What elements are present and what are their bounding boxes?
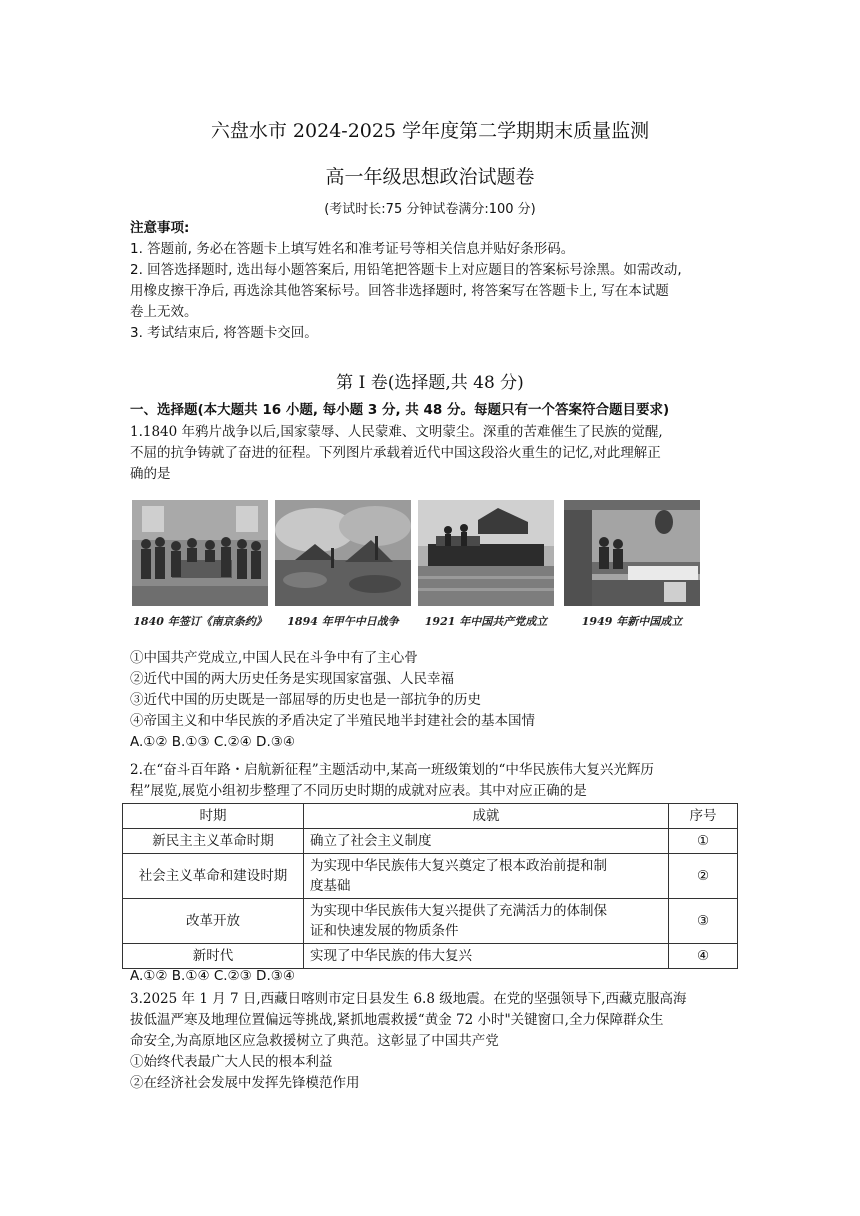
achievement-cell xyxy=(304,899,669,944)
q3-line: 3.2025 年 1 月 7 日,西藏日喀则市定日县发生 6.8 级地震。在党的坚强领导下,西藏克服高海 xyxy=(130,991,687,1007)
q3-line: 拔低温严寒及地理位置偏远等挑战,紧抓地震救援“黄金 72 小时"关键窗口,全力保障群众生 xyxy=(130,1012,664,1028)
notice-block xyxy=(130,218,740,344)
question-3-stem xyxy=(130,989,740,1094)
achievement-text: 为实现中华民族伟大复兴提供了充满活力的体制保 xyxy=(310,903,607,919)
photo-caption: 1840 年签订《南京条约》 xyxy=(133,615,267,628)
q2-achievement-table xyxy=(122,803,738,969)
achievement-text: 确立了社会主义制度 xyxy=(310,833,432,849)
q1-option: ①中国共产党成立,中国人民在斗争中有了主心骨 xyxy=(130,650,418,666)
q1-option: ③近代中国的历史既是一部屈辱的历史也是一部抗争的历史 xyxy=(130,692,481,708)
section-title: 第 Ⅰ 卷(选择题,共 48 分) xyxy=(336,373,524,393)
table-header: 序号 xyxy=(669,804,738,829)
q1-option: ②近代中国的两大历史任务是实现国家富强、人民幸福 xyxy=(130,671,454,687)
photo-sino-japanese-war xyxy=(275,500,411,606)
section-instruction: 一、选择题(本大题共 16 小题, 每小题 3 分, 共 48 分。每题只有一个答案符合题目要求) xyxy=(130,402,670,418)
table-header: 成就 xyxy=(304,804,669,829)
period-cell: 社会主义革命和建设时期 xyxy=(123,854,304,899)
period-cell: 改革开放 xyxy=(123,899,304,944)
q2-line: 程”展览,展览小组初步整理了不同历史时期的成就对应表。其中对应正确的是 xyxy=(130,783,587,799)
table-row xyxy=(123,854,738,899)
number-cell: ④ xyxy=(669,944,738,969)
achievement-text: 度基础 xyxy=(310,878,351,894)
notice-line: 1. 答题前, 务必在答题卡上填写姓名和准考证号等相关信息并贴好条形码。 xyxy=(130,241,575,257)
table-header: 时期 xyxy=(123,804,304,829)
notice-line: 卷上无效。 xyxy=(130,304,198,320)
photo-treaty-signing xyxy=(132,500,268,606)
exam-subtitle: 高一年级思想政治试题卷 xyxy=(325,166,535,188)
photo-caption: 1949 年新中国成立 xyxy=(581,615,683,628)
table-row xyxy=(123,829,738,854)
table-row xyxy=(123,944,738,969)
question-2-stem xyxy=(130,760,740,802)
q2-line: 2.在“奋斗百年路・启航新征程”主题活动中,某高一班级策划的“中华民族伟大复兴光辉历 xyxy=(130,762,654,778)
exam-info: (考试时长:75 分钟试卷满分:100 分) xyxy=(324,202,536,217)
photo-red-boat xyxy=(418,500,554,606)
achievement-text: 实现了中华民族的伟大复兴 xyxy=(310,948,472,964)
achievement-text: 为实现中华民族伟大复兴奠定了根本政治前提和制 xyxy=(310,858,607,874)
number-cell: ② xyxy=(669,854,738,899)
number-cell: ① xyxy=(669,829,738,854)
achievement-cell xyxy=(304,829,669,854)
period-cell: 新民主主义革命时期 xyxy=(123,829,304,854)
notice-line: 用橡皮擦干净后, 再选涂其他答案标号。回答非选择题时, 将答案写在答题卡上, 写在本试题 xyxy=(130,283,669,299)
exam-title: 六盘水市 2024-2025 学年度第二学期期末质量监测 xyxy=(210,120,650,142)
question-1-stem xyxy=(130,422,740,485)
q1-line: 1.1840 年鸦片战争以后,国家蒙辱、人民蒙难、文明蒙尘。深重的苦难催生了民族的觉醒, xyxy=(130,424,663,440)
q3-line: 命安全,为高原地区应急救援树立了典范。这彰显了中国共产党 xyxy=(130,1033,499,1049)
q1-option: ④帝国主义和中华民族的矛盾决定了半殖民地半封建社会的基本国情 xyxy=(130,713,535,729)
notice-line: 2. 回答选择题时, 选出每小题答案后, 用铅笔把答题卡上对应题目的答案标号涂黑。如需改动, xyxy=(130,262,682,278)
notice-heading: 注意事项: xyxy=(130,220,190,236)
q1-line: 确的是 xyxy=(130,466,171,482)
question-1-options xyxy=(130,648,740,753)
table-row xyxy=(123,899,738,944)
q3-option: ①始终代表最广大人民的根本利益 xyxy=(130,1054,333,1070)
photo-caption: 1894 年甲午中日战争 xyxy=(287,615,399,628)
achievement-text: 证和快速发展的物质条件 xyxy=(310,923,459,939)
notice-line: 3. 考试结束后, 将答题卡交回。 xyxy=(130,325,318,341)
q1-answer-choices: A.①② B.①③ C.②④ D.③④ xyxy=(130,734,295,750)
photo-caption: 1921 年中国共产党成立 xyxy=(424,615,548,628)
achievement-cell xyxy=(304,854,669,899)
q1-photo-strip xyxy=(132,500,700,640)
table-header-row xyxy=(123,804,738,829)
q1-line: 不屈的抗争铸就了奋进的征程。下列图片承载着近代中国这段浴火重生的记忆,对此理解正 xyxy=(130,445,661,461)
number-cell: ③ xyxy=(669,899,738,944)
period-cell: 新时代 xyxy=(123,944,304,969)
achievement-cell xyxy=(304,944,669,969)
photo-founding-ceremony xyxy=(564,500,700,606)
q2-answer-choices: A.①② B.①④ C.②③ D.③④ xyxy=(130,968,295,984)
q3-option: ②在经济社会发展中发挥先锋模范作用 xyxy=(130,1075,360,1091)
